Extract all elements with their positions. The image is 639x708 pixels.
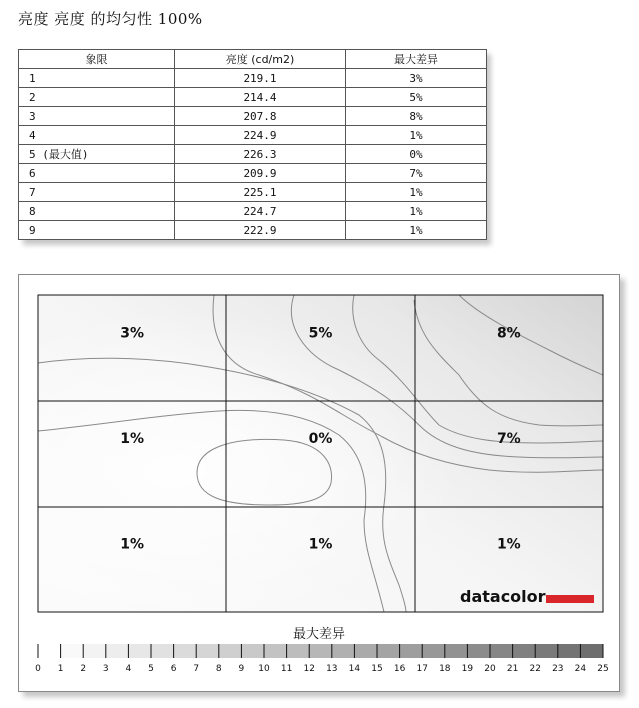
scale-tick-label: 18 xyxy=(439,664,451,674)
scale-tick-label: 1 xyxy=(57,664,64,674)
cell-label: 1% xyxy=(308,536,333,553)
uniformity-chart xyxy=(19,275,619,691)
scale-segment xyxy=(377,644,400,658)
cell-label: 1% xyxy=(120,536,145,553)
scale-segment xyxy=(445,644,468,658)
scale-tick-label: 8 xyxy=(215,664,222,674)
quadrant-cell: 4 xyxy=(19,126,175,145)
table-row xyxy=(19,107,487,126)
scale-segment xyxy=(287,644,310,658)
quadrant-cell: 9 xyxy=(19,221,175,240)
scale-segment xyxy=(61,644,84,658)
scale-segment xyxy=(422,644,445,658)
max-diff-cell: 1% xyxy=(346,126,487,145)
scale-tick-label: 7 xyxy=(193,664,200,674)
table-row xyxy=(19,164,487,183)
max-diff-cell: 5% xyxy=(346,88,487,107)
table-header-row xyxy=(19,50,487,69)
scale-segment xyxy=(467,644,490,658)
cell-label: 8% xyxy=(496,325,521,342)
scale-segment xyxy=(106,644,129,658)
scale-segment xyxy=(151,644,174,658)
quadrant-cell: 6 xyxy=(19,164,175,183)
luminance-cell: 226.3 xyxy=(175,145,346,164)
scale-segment xyxy=(558,644,581,658)
page-title: 亮度 亮度 的均匀性 100% xyxy=(18,10,203,28)
scale-segment xyxy=(264,644,287,658)
luminance-cell: 214.4 xyxy=(175,88,346,107)
max-diff-cell: 1% xyxy=(346,183,487,202)
quadrant-cell: 7 xyxy=(19,183,175,202)
cell-label: 1% xyxy=(120,430,145,447)
quadrant-cell: 2 xyxy=(19,88,175,107)
scale-segment xyxy=(309,644,332,658)
scale-segment xyxy=(535,644,558,658)
scale-tick-label: 16 xyxy=(393,664,406,674)
scale-tick-label: 0 xyxy=(35,664,41,674)
uniformity-table-container xyxy=(18,49,486,240)
table-row xyxy=(19,145,487,164)
scale-segment xyxy=(219,644,242,658)
scale-segment xyxy=(128,644,151,658)
scale-tick-label: 22 xyxy=(529,664,541,674)
max-diff-cell: 1% xyxy=(346,202,487,221)
header-max-diff: 最大差异 xyxy=(346,50,487,69)
quadrant-cell: 8 xyxy=(19,202,175,221)
scale-tick-label: 21 xyxy=(506,664,519,674)
scale-segment xyxy=(174,644,197,658)
quadrant-cell: 1 xyxy=(19,69,175,88)
cell-label: 1% xyxy=(496,536,521,553)
scale-segment xyxy=(400,644,423,658)
scale-tick-label: 14 xyxy=(348,664,361,674)
luminance-cell: 222.9 xyxy=(175,221,346,240)
scale-segment xyxy=(241,644,264,658)
scale-tick-label: 19 xyxy=(461,664,474,674)
header-luminance: 亮度 (cd/m2) xyxy=(175,50,346,69)
scale-tick-label: 10 xyxy=(258,664,270,674)
table-row xyxy=(19,183,487,202)
scale-segment xyxy=(580,644,603,658)
scale-tick-label: 15 xyxy=(371,664,383,674)
scale-segment xyxy=(38,644,61,658)
quadrant-cell: 3 xyxy=(19,107,175,126)
scale-tick-label: 4 xyxy=(125,664,132,674)
scale-tick-label: 20 xyxy=(484,664,496,674)
heatmap-highlight xyxy=(38,295,603,612)
color-scale xyxy=(35,644,609,674)
luminance-cell: 225.1 xyxy=(175,183,346,202)
scale-tick-label: 23 xyxy=(552,664,564,674)
scale-segment xyxy=(513,644,536,658)
header-quadrant: 象限 xyxy=(19,50,175,69)
max-diff-cell: 7% xyxy=(346,164,487,183)
luminance-cell: 207.8 xyxy=(175,107,346,126)
uniformity-chart-panel xyxy=(18,274,620,692)
cell-label: 0% xyxy=(308,430,333,447)
scale-segment xyxy=(490,644,513,658)
cell-label: 3% xyxy=(120,325,145,342)
table-row xyxy=(19,126,487,145)
scale-tick-label: 2 xyxy=(80,664,87,674)
scale-tick-label: 6 xyxy=(170,664,177,674)
cell-label: 7% xyxy=(496,430,521,447)
luminance-cell: 224.9 xyxy=(175,126,346,145)
scale-tick-label: 12 xyxy=(303,664,315,674)
uniformity-table xyxy=(18,49,487,240)
scale-tick-label: 17 xyxy=(416,664,428,674)
max-diff-cell: 1% xyxy=(346,221,487,240)
scale-tick-label: 9 xyxy=(238,664,245,674)
brand-bar xyxy=(546,595,594,603)
scale-segment xyxy=(83,644,106,658)
luminance-cell: 209.9 xyxy=(175,164,346,183)
scale-segment xyxy=(354,644,377,658)
scale-tick-label: 11 xyxy=(280,664,293,674)
scale-tick-label: 5 xyxy=(148,664,154,674)
max-diff-cell: 8% xyxy=(346,107,487,126)
table-row xyxy=(19,202,487,221)
max-diff-cell: 0% xyxy=(346,145,487,164)
scale-segment xyxy=(196,644,219,658)
table-row xyxy=(19,88,487,107)
quadrant-cell: 5 (最大值) xyxy=(19,145,175,164)
cell-label: 5% xyxy=(308,325,333,342)
scale-tick-label: 25 xyxy=(597,664,609,674)
luminance-cell: 224.7 xyxy=(175,202,346,221)
scale-tick-label: 13 xyxy=(326,664,338,674)
luminance-cell: 219.1 xyxy=(175,69,346,88)
scale-title: 最大差异 xyxy=(292,627,346,642)
scale-tick-label: 24 xyxy=(574,664,587,674)
max-diff-cell: 3% xyxy=(346,69,487,88)
table-row xyxy=(19,69,487,88)
scale-tick-label: 3 xyxy=(102,664,109,674)
table-row xyxy=(19,221,487,240)
brand-text: datacolor xyxy=(460,587,546,606)
scale-segment xyxy=(332,644,355,658)
